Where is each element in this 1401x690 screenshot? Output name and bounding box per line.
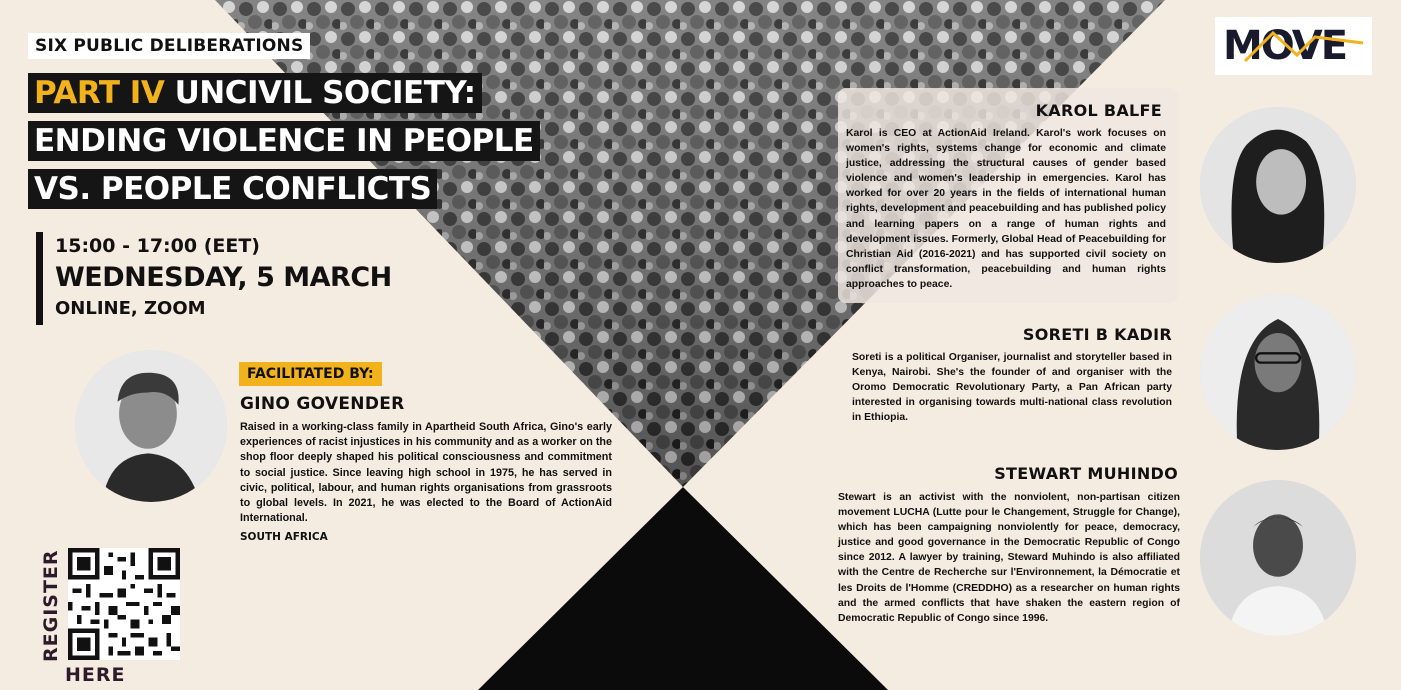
event-location: ONLINE, ZOOM	[55, 298, 206, 319]
facilitator-country: SOUTH AFRICA	[240, 531, 328, 543]
register-label: REGISTER	[40, 549, 62, 662]
register-qr-code[interactable]	[68, 548, 180, 660]
facilitated-by-badge: FACILITATED BY:	[239, 362, 382, 386]
move-logo	[1215, 17, 1372, 75]
speaker-photo-stewart	[1200, 480, 1356, 636]
series-label: SIX PUBLIC DELIBERATIONS	[28, 33, 310, 59]
title-line-3: VS. PEOPLE CONFLICTS	[28, 169, 437, 209]
date-accent-bar	[36, 232, 43, 325]
speaker-bio-karol: Karol is CEO at ActionAid Ireland. Karol's work focuses on women's rights, systems change for economic and climate justice, addressing the structural causes of gender based violence and women's leadership in emergencies. Karol has worked for over 20 years in the fields of international human rights, development and peacebuilding and has published policy and learning papers on a range of human rights and development issues. Formerly, Global Head of Peacebuilding for Christian Aid (2016-2021) and has supported civil society on conflict transformation, peacebuilding and human rights approaches to peace.	[846, 128, 1166, 290]
speaker-name-karol: KAROL BALFE	[1035, 101, 1162, 120]
register-here-label: HERE	[65, 664, 126, 686]
title-line-2: ENDING VIOLENCE IN PEOPLE	[28, 121, 540, 161]
facilitator-name: GINO GOVENDER	[240, 394, 405, 414]
speaker-photo-karol	[1200, 107, 1356, 263]
speaker-bio-stewart: Stewart is an activist with the nonviolent, non-partisan citizen movement LUCHA (Lutte pour le Changement, Struggle for Change), which has been campaigning nonviolently for peace, democracy, justice and good governance in the Democratic Republic of Congo since 2012. A lawyer by training, Steward Muhindo is also affiliated with the Centre de Recherche sur l'Environnement, la Démocratie et les Droits de l'Homme (CREDDHO) as a researcher on human rights and the armed conflicts that have shaken the eastern region of Democratic Republic of Congo since 1996.	[838, 492, 1180, 624]
facilitator-photo	[75, 350, 227, 502]
logo-text: MOVE	[1223, 23, 1347, 69]
speaker-name-stewart: STEWART MUHINDO	[994, 464, 1178, 483]
facilitator-bio: Raised in a working-class family in Apartheid South Africa, Gino's early experiences of racist injustices in his community and as a worker on the shop floor deeply shaped his political consciousness and commitment to social justice. Since leaving high school in 1975, he has served in civic, political, labour, and human rights organisations from grassroots to global levels. In 2021, he was elected to the Board of ActionAid International.	[240, 421, 613, 525]
speaker-photo-soreti	[1200, 294, 1356, 450]
title-line-1-text: UNCIVIL SOCIETY:	[174, 75, 476, 111]
speaker-name-soreti: SORETI B KADIR	[1022, 325, 1172, 344]
event-day: WEDNESDAY, 5 MARCH	[55, 262, 392, 293]
speaker-bio-soreti: Soreti is a political Organiser, journalist and storyteller based in Kenya, Nairobi. She's the founder of and organiser with the Oromo Democratic Revolutionary Party, a Pan African party interested in organising towards multi-national class revolution in Ethiopia.	[852, 352, 1172, 424]
logo-chart-icon	[1215, 17, 1372, 75]
title-line-1	[28, 73, 482, 113]
title-part: PART IV	[34, 75, 165, 111]
event-time: 15:00 - 17:00 (EET)	[55, 235, 260, 257]
